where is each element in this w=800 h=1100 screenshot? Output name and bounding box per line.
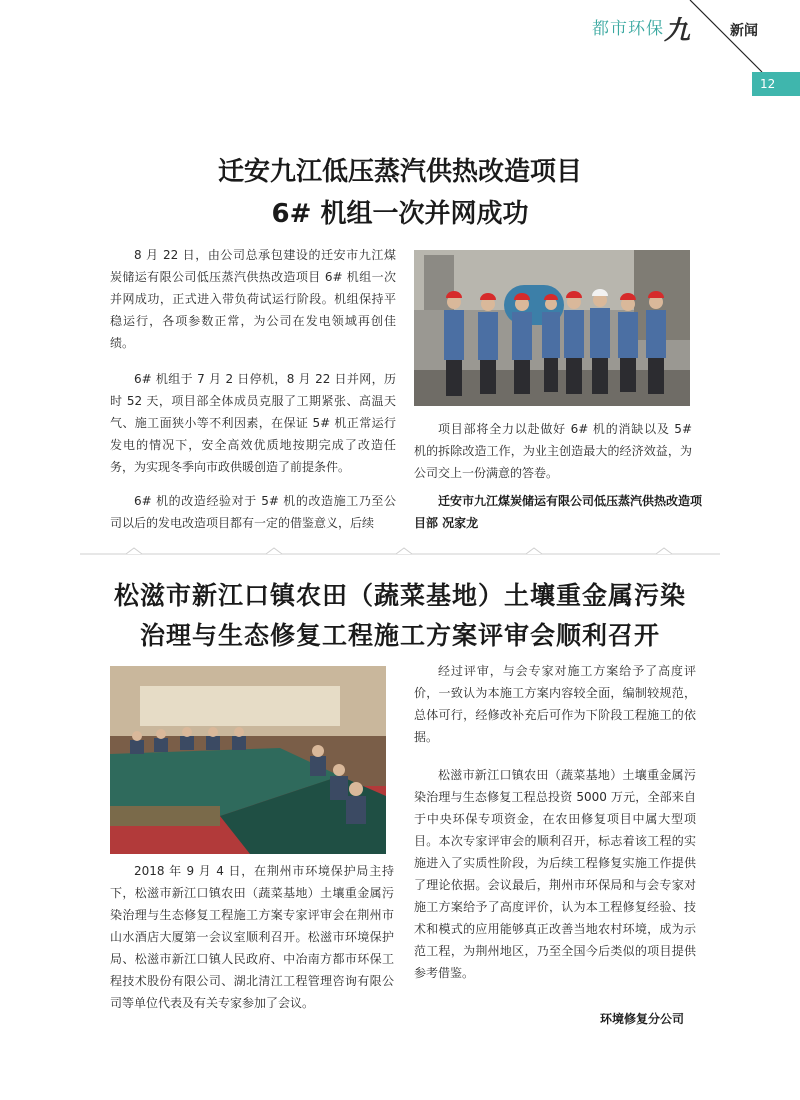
article2-title-line1: 松滋市新江口镇农田（蔬菜基地）土壤重金属污染 [113,581,686,610]
header-diagonal-line [680,0,800,80]
article2-paragraph: 经过评审，与会专家对施工方案给予了高度评价，一致认为本施工方案内容较全面，编制较规范，总体可行，经修改补充后可作为下阶段工程施工的依据。 [414,664,696,744]
section-label: 新闻 [730,23,758,39]
article1-signature: 迁安市九江煤炭储运有限公司低压蒸汽供热改造项目部 况家龙 [414,494,703,530]
section-divider [80,546,720,562]
brand-logo-mark: 九 [664,16,691,46]
article1-paragraph: 6# 机组于 7 月 2 日停机，8 月 22 日并网，历时 52 天，项目部全体成员克服了工期紧张、高温天气、施工面狭小等不利因素，在保证 5# 机正常运行发电的情况下，安全高效优质地按期完成了改造任务，为实现冬季向市政供暖创造了前提条件。 [110,372,396,474]
article1-paragraph: 8 月 22 日，由公司总承包建设的迁安市九江煤炭储运有限公司低压蒸汽供热改造项目 6# 机组一次并网成功，正式进入带负荷试运行阶段。机组保持平稳运行，各项参数正常，为公司在发电领域再创佳绩。 [110,248,396,350]
article1-paragraph: 6# 机的改造经验对于 5# 机的改造施工乃至公司以后的发电改造项目都有一定的借鉴意义，后续 [110,494,396,530]
page-number-badge: 12 [752,72,800,96]
article2-paragraph: 2018 年 9 月 4 日，在荆州市环境保护局主持下，松滋市新江口镇农田（蔬菜基地）土壤重金属污染治理与生态修复工程施工方案专家评审会在荆州市山水酒店大厦第一会议室顺利召开。松滋市环境保护局、松滋市新江口镇人民政府、中冶南方都市环保工程技术股份有限公司、湖北清江工程管理咨询有限公司等单位代表及有关专家参加了会议。 [110,864,394,1010]
article2-paragraph: 松滋市新江口镇农田（蔬菜基地）土壤重金属污染治理与生态修复工程总投资 5000 万元，全部来自于中央环保专项资金，在农田修复项目中属大型项目。本次专家评审会的顺利召开，标志着该工程的实施进入了实质性阶段，为后续工程修复实施工作提供了理论依据。会议最后，荆州市环保局和与会专家对施工方案给予了高度评价，认为本工程修复经验、技术和模式的应用能够真正改善当地农村环境，成为示范工程，为荆州地区，乃至全国今后类似的项目提供参考借鉴。 [414,768,696,980]
article1-title-line2: 6# 机组一次并网成功 [271,199,529,229]
article1-paragraph-continued: 项目部将全力以赴做好 6# 机的消缺以及 5# 机的拆除改造工作，为业主创造最大的经济效益，为公司交上一份满意的答卷。 [414,422,692,480]
magazine-brand: 都市环保 [592,19,664,39]
meeting-room-photo [110,666,386,854]
workers-group-photo [414,250,690,406]
article2-signature: 环境修复分公司 [600,1012,685,1026]
article2-title-line2: 治理与生态修复工程施工方案评审会顺利召开 [139,621,660,650]
article1-title-line1: 迁安九江低压蒸汽供热改造项目 [217,157,582,187]
